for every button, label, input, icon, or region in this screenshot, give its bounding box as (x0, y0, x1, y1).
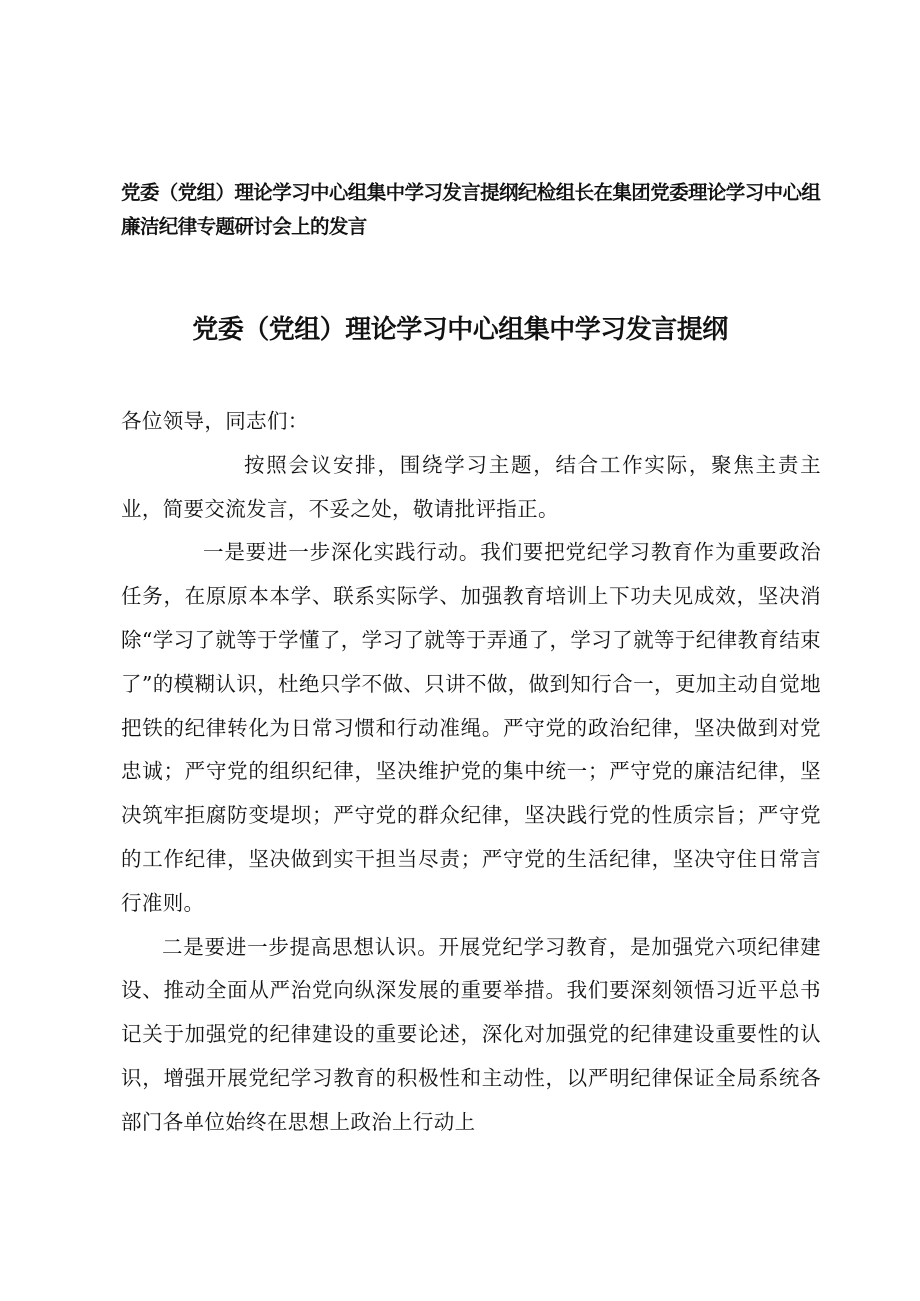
document-body (121, 400, 821, 1145)
document-main-title: 党委（党组）理论学习中心组集中学习发言提纲 (192, 315, 728, 345)
paragraph-intro: 按照会议安排，围绕学习主题，结合工作实际，聚焦主责主业，简要交流发言，不妥之处，敬请批评指正。 (121, 452, 821, 521)
paragraph-point-one: 一是要进一步深化实践行动。我们要把党纪学习教育作为重要政治任务，在原原本本学、联系实际学、加强教育培训上下功夫见成效，坚决消除“学习了就等于学懂了，学习了就等于弄通了，学习了就等于纪律教育结束了”的模糊认识，杜绝只学不做、只讲不做，做到知行合一，更加主动自觉地把铁的纪律转化为日常习惯和行动准绳。严守党的政治纪律，坚决做到对党忠诚；严守党的组织纪律，坚决维护党的集中统一；严守党的廉洁纪律，坚决筑牢拒腐防变堤坝；严守党的群众纪律，坚决践行党的性质宗旨；严守党的工作纪律，坚决做到实干担当尽责；严守党的生活纪律，坚决守住日常言行准则。 (121, 540, 821, 915)
paragraph-point-two: 二是要进一步提高思想认识。开展党纪学习教育，是加强党六项纪律建设、推动全面从严治党向纵深发展的重要举措。我们要深刻领悟习近平总书记关于加强党的纪律建设的重要论述，深化对加强党的纪律建设重要性的认识，增强开展党纪学习教育的积极性和主动性，以严明纪律保证全局系统各部门各单位始终在思想上政治上行动上 (121, 934, 821, 1134)
document-header-title: 党委（党组）理论学习中心组集中学习发言提纲纪检组长在集团党委理论学习中心组廉洁纪律专题研讨会上的发言 (121, 181, 821, 238)
salutation: 各位领导，同志们： (121, 409, 309, 433)
